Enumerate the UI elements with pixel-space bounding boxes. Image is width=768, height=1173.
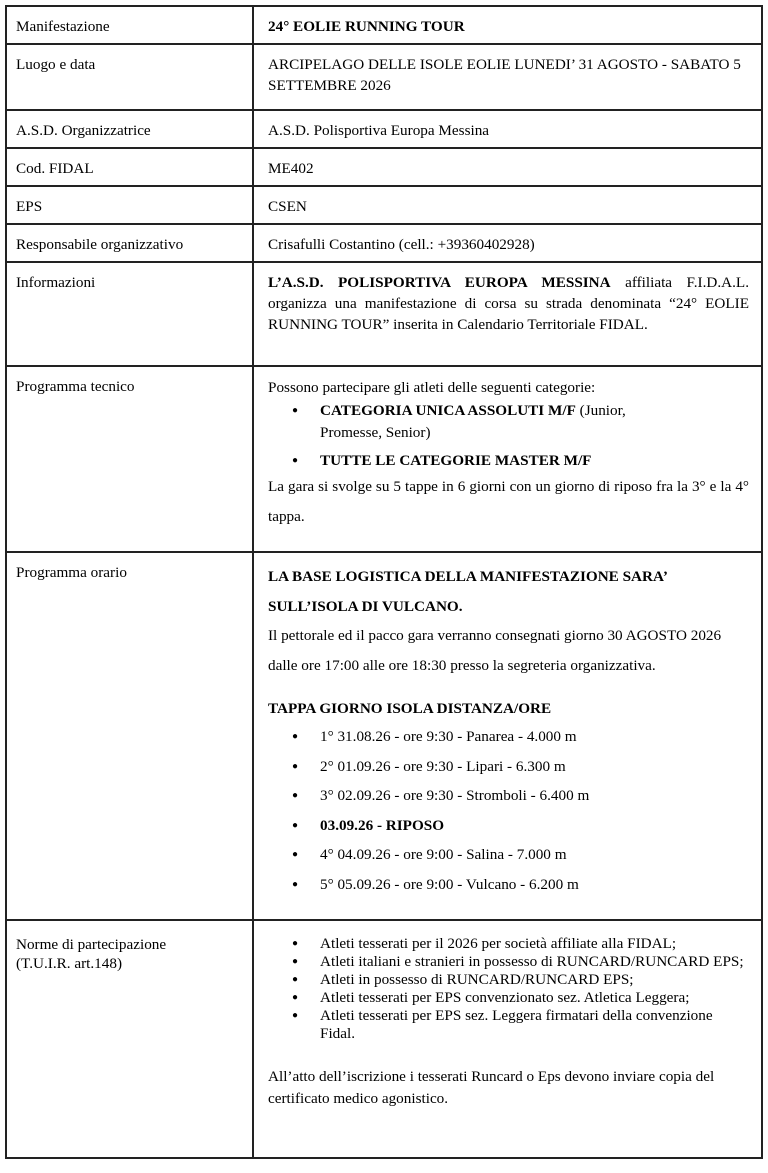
category-assoluti: CATEGORIA UNICA ASSOLUTI M/F	[320, 402, 576, 419]
tappe-heading: TAPPA GIORNO ISOLA DISTANZA/ORE	[268, 700, 552, 717]
logistics-heading: LA BASE LOGISTICA DELLA MANIFESTAZIONE SARA’ SULL’ISOLA DI VULCANO.	[268, 568, 667, 615]
table-row	[6, 44, 762, 110]
programma-tecnico-outro: La gara si svolge su 5 tappe in 6 giorni con un giorno di riposo fra la 3° e la 4° tappa.	[268, 478, 749, 525]
table-row	[6, 920, 762, 1158]
value-norme	[253, 920, 762, 1158]
label-programma-orario: Programma orario	[6, 552, 253, 920]
value-cod-fidal: ME402	[253, 148, 762, 186]
list-item: ● 2° 01.09.26 - ore 9:30 - Lipari - 6.300 m	[268, 752, 749, 782]
table-row	[6, 6, 762, 44]
label-eps: EPS	[6, 186, 253, 224]
list-item: ● 3° 02.09.26 - ore 9:30 - Stromboli - 6.400 m	[268, 781, 749, 811]
value-luogo-data: ARCIPELAGO DELLE ISOLE EOLIE LUNEDI’ 31 AGOSTO - SABATO 5 SETTEMBRE 2026	[253, 44, 762, 110]
category-master: TUTTE LE CATEGORIE MASTER M/F	[320, 452, 592, 469]
label-cod-fidal: Cod. FIDAL	[6, 148, 253, 186]
table-row	[6, 366, 762, 552]
table-row	[6, 552, 762, 920]
list-item: ● 1° 31.08.26 - ore 9:30 - Panarea - 4.000 m	[268, 722, 749, 752]
categories-list	[268, 400, 749, 472]
norme-note: All’atto dell’iscrizione i tesserati Runcard o Eps devono inviare copia del certificato medico agonistico.	[268, 1068, 715, 1107]
programma-tecnico-intro: Possono partecipare gli atleti delle seguenti categorie:	[268, 379, 596, 396]
informazioni-org-name: L’A.S.D. POLISPORTIVA EUROPA MESSINA	[268, 274, 611, 291]
label-norme: Norme di partecipazione (T.U.I.R. art.148)	[6, 920, 253, 1158]
category-assoluti-detail: (Junior, Promesse, Senior)	[320, 402, 626, 441]
value-programma-orario	[253, 552, 762, 920]
list-item: ● Atleti tesserati per il 2026 per società affiliate alla FIDAL;	[268, 935, 749, 953]
tappe-list	[268, 722, 749, 899]
value-eps: CSEN	[253, 186, 762, 224]
value-manifestazione: 24° EOLIE RUNNING TOUR	[253, 6, 762, 44]
list-item: ● 5° 05.09.26 - ore 9:00 - Vulcano - 6.200 m	[268, 870, 749, 900]
list-item: ● Atleti tesserati per EPS sez. Leggera firmatari della convenzione Fidal.	[268, 1007, 749, 1043]
list-item: ● Atleti tesserati per EPS convenzionato sez. Atletica Leggera;	[268, 989, 749, 1007]
value-programma-tecnico	[253, 366, 762, 552]
table-row	[6, 110, 762, 148]
table-row	[6, 148, 762, 186]
value-asd: A.S.D. Polisportiva Europa Messina	[253, 110, 762, 148]
table-row	[6, 262, 762, 366]
list-item: ● Atleti in possesso di RUNCARD/RUNCARD EPS;	[268, 971, 749, 989]
value-informazioni	[253, 262, 762, 366]
label-informazioni: Informazioni	[6, 262, 253, 366]
logistics-text: Il pettorale ed il pacco gara verranno consegnati giorno 30 AGOSTO 2026 dalle ore 17:00 alle ore 18:30 presso la segreteria organizzativa.	[268, 627, 722, 674]
label-programma-tecnico: Programma tecnico	[6, 366, 253, 552]
label-luogo-data: Luogo e data	[6, 44, 253, 110]
table-row	[6, 224, 762, 262]
value-responsabile: Crisafulli Costantino (cell.: +39360402928)	[253, 224, 762, 262]
list-item	[268, 400, 749, 444]
list-item: ● 03.09.26 - RIPOSO	[268, 811, 749, 841]
list-item	[268, 450, 749, 472]
label-asd: A.S.D. Organizzatrice	[6, 110, 253, 148]
list-item: ● 4° 04.09.26 - ore 9:00 - Salina - 7.000 m	[268, 840, 749, 870]
norme-list	[268, 935, 749, 1043]
informazioni-text: affiliata F.I.D.A.L. organizza una manifestazione di corsa su strada denominata “24° EOLIE RUNNING TOUR” inserita in Calendario Territoriale FIDAL.	[268, 274, 749, 333]
list-item: ● Atleti italiani e stranieri in possesso di RUNCARD/RUNCARD EPS;	[268, 953, 749, 971]
table-row	[6, 186, 762, 224]
event-info-table	[5, 5, 763, 1159]
label-manifestazione: Manifestazione	[6, 6, 253, 44]
label-responsabile: Responsabile organizzativo	[6, 224, 253, 262]
